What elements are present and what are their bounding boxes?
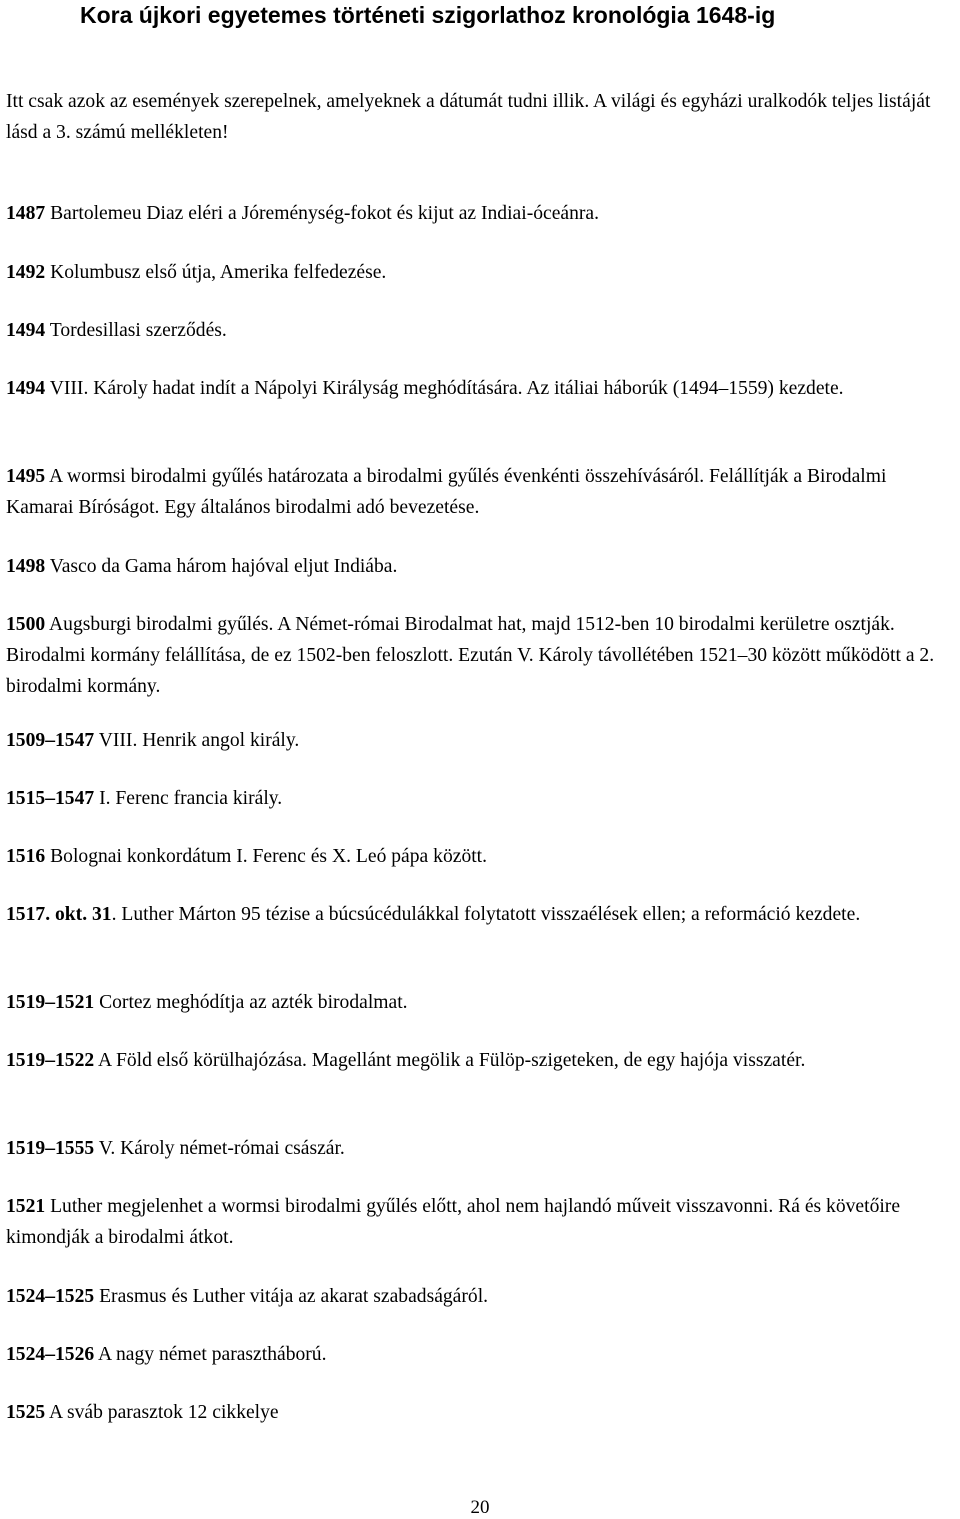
chronology-entry — [6, 987, 956, 1018]
entry-date: 1487 — [6, 203, 46, 224]
entry-date: 1509–1547 — [6, 730, 95, 751]
entry-date: 1524–1525 — [6, 1286, 95, 1307]
entry-text: Bartolemeu Diaz eléri a Jóreménység-fokot és kijut az Indiai-óceánra. — [45, 203, 600, 224]
entry-date: 1519–1555 — [6, 1138, 95, 1159]
chronology-entry — [6, 551, 956, 582]
entry-text: VIII. Károly hadat indít a Nápolyi Királyság meghódítására. Az itáliai háborúk (1494–1559) kezdete. — [45, 378, 844, 399]
chronology-entry — [6, 1191, 956, 1253]
chronology-entry — [6, 461, 956, 523]
entry-text: Augsburgi birodalmi gyűlés. A Német-római Birodalmat hat, majd 1512-ben 10 birodalmi kerületre osztják. Birodalmi kormány felállítása, de ez 1502-ben feloszlott. Ezután V. Károly távollétében 1521–30 között működött a 2. birodalmi kormány. — [6, 614, 935, 697]
entry-date: 1521 — [6, 1196, 46, 1217]
chronology-entry — [6, 609, 956, 702]
entry-text: Cortez meghódítja az azték birodalmat. — [94, 992, 408, 1013]
entry-text: Tordesillasi szerződés. — [45, 320, 227, 341]
entry-date: 1517. okt. 31 — [6, 904, 112, 925]
chronology-entry — [6, 1281, 956, 1312]
chronology-entry — [6, 1133, 956, 1164]
entry-text: Vasco da Gama három hajóval eljut Indiába. — [45, 556, 398, 577]
chronology-entry — [6, 1045, 956, 1076]
entry-date: 1498 — [6, 556, 46, 577]
entry-date: 1516 — [6, 846, 46, 867]
chronology-entry — [6, 1397, 956, 1428]
entry-date: 1494 — [6, 378, 46, 399]
entry-text: Kolumbusz első útja, Amerika felfedezése. — [45, 262, 387, 283]
entry-date: 1492 — [6, 262, 46, 283]
entry-date: 1495 — [6, 466, 46, 487]
chronology-entry — [6, 1339, 956, 1370]
entry-date: 1494 — [6, 320, 46, 341]
chronology-entry — [6, 899, 956, 930]
page-number: 20 — [470, 1497, 490, 1518]
entry-text: A nagy német parasztháború. — [94, 1344, 327, 1365]
entry-date: 1524–1526 — [6, 1344, 95, 1365]
entry-date: 1519–1521 — [6, 992, 95, 1013]
chronology-entry — [6, 198, 956, 229]
chronology-entry — [6, 315, 956, 346]
entry-text: Luther megjelenhet a wormsi birodalmi gyűlés előtt, ahol nem hajlandó műveit visszavonni. Rá és követőire kimondják a birodalmi átkot. — [6, 1196, 901, 1248]
entry-text: A Föld első körülhajózása. Magellánt megölik a Fülöp-szigeteken, de egy hajója visszatér. — [94, 1050, 806, 1071]
chronology-entry — [6, 841, 956, 872]
page-title: Kora újkori egyetemes történeti szigorlathoz kronológia 1648-ig — [80, 2, 776, 28]
entry-text: I. Ferenc francia király. — [94, 788, 283, 809]
chronology-entry — [6, 725, 956, 756]
entry-text: A wormsi birodalmi gyűlés határozata a birodalmi gyűlés évenkénti összehívásáról. Felállítják a Birodalmi Kamarai Bíróságot. Egy általános birodalmi adó bevezetése. — [6, 466, 887, 518]
entry-date: 1515–1547 — [6, 788, 95, 809]
entry-text: A sváb parasztok 12 cikkelye — [45, 1402, 279, 1423]
chronology-entry — [6, 257, 956, 288]
entry-text: . Luther Márton 95 tézise a búcsúcédulákkal folytatott visszaélések ellen; a reformáció kezdete. — [111, 904, 861, 925]
entry-text: Erasmus és Luther vitája az akarat szabadságáról. — [94, 1286, 489, 1307]
entry-text: VIII. Henrik angol király. — [94, 730, 300, 751]
entry-date: 1500 — [6, 614, 46, 635]
chronology-entry — [6, 373, 926, 404]
entry-text: V. Károly német-római császár. — [94, 1138, 345, 1159]
entry-date: 1525 — [6, 1402, 46, 1423]
entry-text: Bolognai konkordátum I. Ferenc és X. Leó pápa között. — [45, 846, 488, 867]
chronology-entry — [6, 783, 956, 814]
entry-date: 1519–1522 — [6, 1050, 95, 1071]
intro-paragraph: Itt csak azok az események szerepelnek, amelyeknek a dátumát tudni illik. A világi és egyházi uralkodók teljes listáját lásd a 3. számú mellékleten! — [6, 91, 931, 143]
